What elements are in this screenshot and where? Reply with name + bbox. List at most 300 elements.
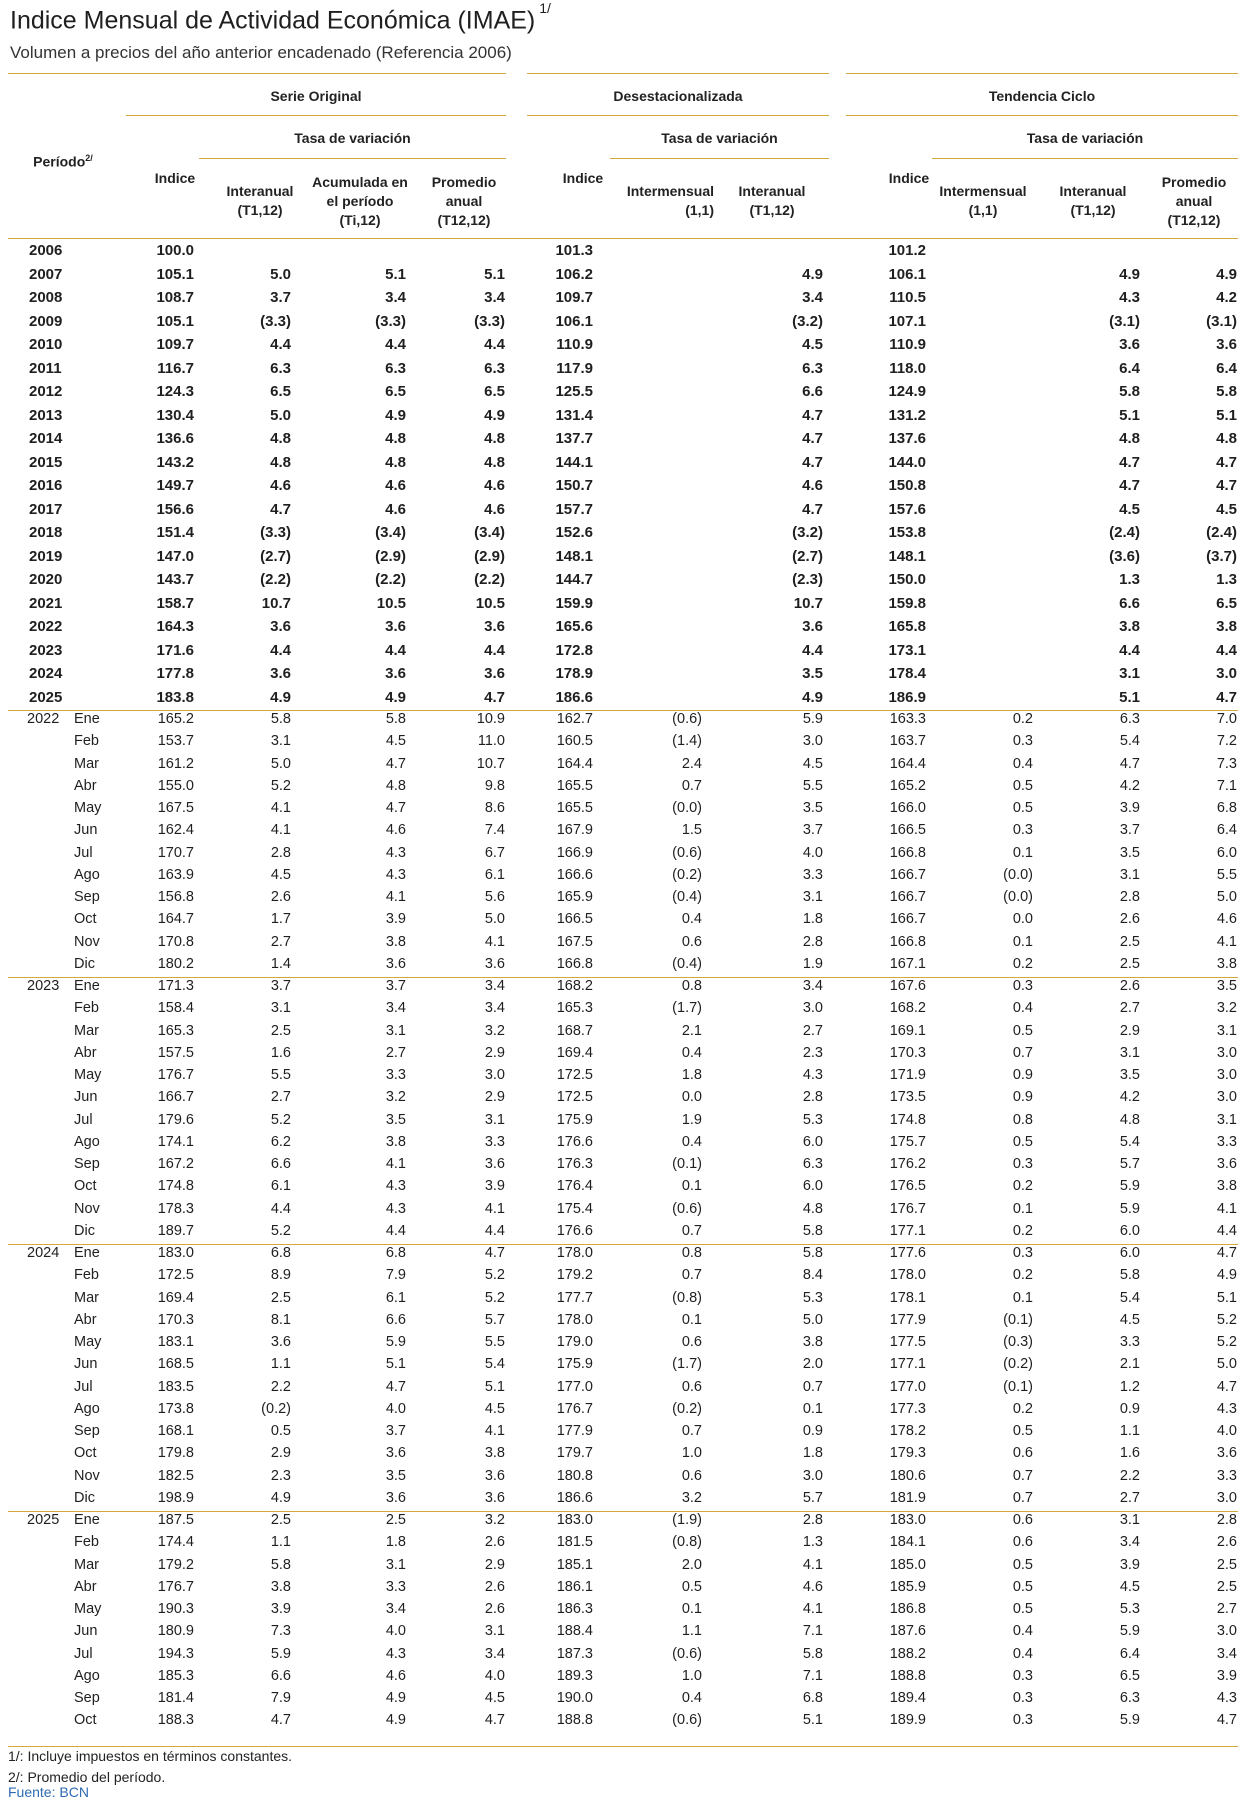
cell-serie-acumulada: 4.5 xyxy=(385,733,406,750)
cell-desest-intermensual: 0.4 xyxy=(681,1690,702,1706)
cell-tend-indice: 184.1 xyxy=(889,1534,926,1551)
cell-tend-interanual: 4.7 xyxy=(1119,755,1140,772)
cell-desest-indice: 178.0 xyxy=(556,1311,593,1328)
cell-tend-interanual: 5.8 xyxy=(1119,383,1140,400)
cell-tend-indice: 175.7 xyxy=(889,1133,926,1150)
cell-serie-acumulada: 5.8 xyxy=(385,711,406,727)
cell-serie-promedio: 3.2 xyxy=(484,1022,505,1039)
cell-desest-interanual: 4.6 xyxy=(802,1578,823,1595)
period-year: 2022 xyxy=(27,711,60,727)
cell-tend-interanual: 3.1 xyxy=(1119,1512,1140,1528)
tasa-header-desest: Tasa de variación xyxy=(661,130,778,146)
period-month: Mar xyxy=(74,1289,99,1306)
period-month: Mar xyxy=(74,755,99,772)
cell-serie-acumulada: 5.1 xyxy=(385,265,406,283)
cell-serie-indice: 174.8 xyxy=(157,1178,194,1195)
cell-tend-interanual: 4.3 xyxy=(1119,289,1140,306)
cell-desest-indice: 178.0 xyxy=(556,1245,593,1261)
cell-tend-promedio: 6.5 xyxy=(1216,594,1237,612)
monthly-row xyxy=(0,1711,1250,1733)
cell-serie-indice: 179.8 xyxy=(157,1445,194,1462)
cell-tend-intermensual: 0.5 xyxy=(1012,800,1033,816)
cell-tend-indice: 174.8 xyxy=(889,1111,926,1128)
cell-serie-acumulada: 4.8 xyxy=(385,430,406,447)
footnote-1: 1/: Incluye impuestos en términos constantes. xyxy=(8,1748,293,1764)
cell-serie-interanual: 1.1 xyxy=(270,1356,291,1373)
cell-tend-indice: 179.3 xyxy=(889,1445,926,1462)
cell-serie-promedio: 4.1 xyxy=(484,933,505,950)
cell-desest-indice: 164.4 xyxy=(556,755,593,772)
cell-serie-promedio: 3.8 xyxy=(484,1445,505,1462)
cell-tend-interanual: 3.8 xyxy=(1119,618,1140,635)
cell-tend-promedio: 3.0 xyxy=(1216,1089,1237,1106)
cell-tend-interanual: 1.2 xyxy=(1119,1378,1140,1395)
cell-tend-interanual: 6.0 xyxy=(1119,1222,1140,1239)
period-month: Sep xyxy=(74,1423,100,1439)
header-rule-serie xyxy=(8,73,506,74)
cell-desest-interanual: 1.9 xyxy=(802,955,823,972)
cell-serie-acumulada: (2.2) xyxy=(375,571,406,588)
cell-tend-indice: 186.9 xyxy=(888,688,926,706)
cell-desest-indice: 144.7 xyxy=(555,571,593,588)
period-month: Sep xyxy=(74,1156,100,1172)
cell-tend-intermensual: 0.3 xyxy=(1012,1712,1033,1729)
cell-desest-indice: 137.7 xyxy=(555,430,593,447)
cell-desest-interanual: 0.9 xyxy=(802,1423,823,1439)
cell-tend-indice: 153.8 xyxy=(888,524,926,541)
cell-tend-promedio: 3.0 xyxy=(1216,1489,1237,1506)
cell-desest-indice: 175.4 xyxy=(556,1200,593,1217)
cell-desest-indice: 167.5 xyxy=(556,933,593,950)
cell-desest-interanual: 2.8 xyxy=(802,1512,823,1528)
period-month: Abr xyxy=(74,1311,97,1328)
cell-desest-intermensual: 2.0 xyxy=(681,1556,702,1573)
cell-serie-acumulada: 1.8 xyxy=(385,1534,406,1551)
cell-tend-promedio: 2.5 xyxy=(1216,1578,1237,1595)
period-year: 2025 xyxy=(29,688,63,706)
cell-serie-promedio: 4.0 xyxy=(484,1667,505,1684)
cell-serie-acumulada: 4.7 xyxy=(385,755,406,772)
cell-serie-acumulada: 4.7 xyxy=(385,800,406,816)
cell-desest-intermensual: 0.7 xyxy=(681,777,702,794)
cell-tend-indice: 159.8 xyxy=(888,594,926,612)
cell-desest-intermensual: 0.4 xyxy=(681,1133,702,1150)
cell-desest-intermensual: 0.6 xyxy=(681,1334,702,1350)
cell-desest-indice: 166.6 xyxy=(556,866,593,883)
cell-desest-interanual: 4.4 xyxy=(802,641,823,659)
monthly-row xyxy=(0,1088,1250,1110)
cell-serie-promedio: 4.6 xyxy=(484,477,505,494)
cell-tend-interanual: 4.4 xyxy=(1119,641,1140,659)
cell-serie-acumulada: 6.6 xyxy=(385,1311,406,1328)
monthly-row xyxy=(0,866,1250,888)
cell-desest-indice: 169.4 xyxy=(556,1044,593,1061)
cell-desest-interanual: 5.0 xyxy=(802,1311,823,1328)
cell-tend-promedio: 5.0 xyxy=(1216,1356,1237,1373)
period-year: 2017 xyxy=(29,500,63,518)
cell-tend-intermensual: 0.3 xyxy=(1012,978,1033,994)
monthly-row xyxy=(0,1244,1250,1266)
cell-tend-interanual: 2.6 xyxy=(1119,911,1140,928)
cell-desest-interanual: 7.1 xyxy=(802,1667,823,1684)
cell-serie-acumulada: 2.5 xyxy=(385,1512,406,1528)
cell-tend-interanual: 5.9 xyxy=(1119,1200,1140,1217)
cell-tend-interanual: 2.8 xyxy=(1119,889,1140,905)
monthly-row xyxy=(0,755,1250,777)
cell-serie-interanual: 2.5 xyxy=(270,1512,291,1528)
cell-serie-promedio: 6.7 xyxy=(484,844,505,861)
cell-serie-interanual: 1.6 xyxy=(270,1044,291,1061)
cell-tend-promedio: 3.8 xyxy=(1216,955,1237,972)
cell-tend-promedio: 3.3 xyxy=(1216,1467,1237,1484)
cell-serie-indice: 108.7 xyxy=(156,289,194,306)
cell-serie-acumulada: 3.4 xyxy=(385,1601,406,1617)
cell-tend-interanual: 6.5 xyxy=(1119,1667,1140,1684)
cell-tend-indice: 164.4 xyxy=(889,755,926,772)
cell-desest-indice: 176.7 xyxy=(556,1400,593,1417)
cell-tend-indice: 185.0 xyxy=(889,1556,926,1573)
period-year: 2024 xyxy=(27,1245,60,1261)
period-year: 2015 xyxy=(29,453,63,471)
period-year: 2025 xyxy=(27,1512,60,1528)
cell-serie-promedio: 10.5 xyxy=(475,594,505,612)
cell-desest-intermensual: 0.8 xyxy=(681,1245,702,1261)
cell-tend-promedio: (2.4) xyxy=(1206,524,1237,541)
cell-tend-interanual: 5.9 xyxy=(1119,1178,1140,1195)
cell-serie-interanual: 2.9 xyxy=(270,1445,291,1462)
monthly-row xyxy=(0,1578,1250,1600)
cell-serie-acumulada: 3.1 xyxy=(385,1556,406,1573)
cell-serie-acumulada: 3.6 xyxy=(385,1445,406,1462)
cell-tend-indice: 173.5 xyxy=(889,1089,926,1106)
cell-serie-interanual: 4.8 xyxy=(270,430,291,447)
cell-tend-intermensual: (0.0) xyxy=(1003,889,1033,905)
monthly-row xyxy=(0,1044,1250,1066)
cell-serie-interanual: 3.1 xyxy=(270,1000,291,1017)
cell-desest-intermensual: 1.8 xyxy=(681,1067,702,1083)
cell-desest-indice: 106.2 xyxy=(555,265,593,283)
annual-row xyxy=(0,475,1250,499)
cell-serie-indice: 179.2 xyxy=(157,1556,194,1573)
cell-desest-interanual: 8.4 xyxy=(802,1267,823,1284)
cell-tend-intermensual: 0.6 xyxy=(1012,1512,1033,1528)
cell-desest-interanual: 2.7 xyxy=(802,1022,823,1039)
cell-tend-promedio: 7.2 xyxy=(1216,733,1237,750)
cell-serie-interanual: 4.8 xyxy=(270,453,291,471)
cell-serie-indice: 151.4 xyxy=(156,524,194,541)
interanual-header-serie: Interanual (T1,12) xyxy=(226,183,294,218)
cell-tend-promedio: 4.7 xyxy=(1216,1378,1237,1395)
cell-desest-indice: 189.3 xyxy=(556,1667,593,1684)
period-month: Jun xyxy=(74,1623,98,1640)
cell-tend-promedio: 5.2 xyxy=(1216,1311,1237,1328)
cell-desest-intermensual: (0.1) xyxy=(672,1156,702,1172)
cell-tend-promedio: 5.0 xyxy=(1216,889,1237,905)
cell-tend-interanual: 4.5 xyxy=(1119,500,1140,518)
cell-desest-indice: 177.0 xyxy=(556,1378,593,1395)
cell-tend-indice: 188.8 xyxy=(889,1667,926,1684)
cell-desest-indice: 179.0 xyxy=(556,1334,593,1350)
cell-serie-acumulada: 4.9 xyxy=(385,406,406,424)
group-rule-serie xyxy=(126,115,506,116)
cell-serie-acumulada: 4.4 xyxy=(385,1222,406,1239)
header-rule-tendencia xyxy=(846,73,1238,74)
period-month: Ago xyxy=(74,1133,100,1150)
cell-serie-indice: 105.1 xyxy=(156,312,194,330)
period-year: 2019 xyxy=(29,547,63,565)
cell-desest-interanual: 6.0 xyxy=(802,1178,823,1195)
cell-tend-interanual: 6.0 xyxy=(1119,1245,1140,1261)
cell-serie-promedio: 3.1 xyxy=(484,1623,505,1640)
cell-serie-acumulada: 3.6 xyxy=(385,665,406,682)
cell-desest-interanual: 2.0 xyxy=(802,1356,823,1373)
cell-tend-indice: 177.1 xyxy=(889,1222,926,1239)
cell-tend-interanual: 3.9 xyxy=(1119,800,1140,816)
cell-tend-indice: 180.6 xyxy=(889,1467,926,1484)
cell-serie-indice: 174.1 xyxy=(157,1133,194,1150)
cell-serie-interanual: 5.0 xyxy=(270,755,291,772)
cell-tend-interanual: 3.4 xyxy=(1119,1534,1140,1551)
tasa-rule-serie xyxy=(199,158,506,159)
cell-serie-promedio: (2.2) xyxy=(474,571,505,588)
period-month: Ene xyxy=(74,711,100,727)
cell-serie-indice: 176.7 xyxy=(157,1067,194,1083)
cell-desest-intermensual: 0.7 xyxy=(681,1222,702,1239)
cell-serie-acumulada: 4.9 xyxy=(385,1712,406,1729)
cell-desest-interanual: 0.7 xyxy=(802,1378,823,1395)
cell-serie-indice: 109.7 xyxy=(156,336,194,353)
cell-serie-acumulada: 4.8 xyxy=(385,453,406,471)
period-month: Nov xyxy=(74,1200,100,1217)
cell-tend-indice: 166.8 xyxy=(889,844,926,861)
cell-desest-intermensual: 0.1 xyxy=(681,1178,702,1195)
cell-desest-indice: 168.7 xyxy=(556,1022,593,1039)
cell-desest-indice: 165.5 xyxy=(556,800,593,816)
cell-desest-interanual: 4.6 xyxy=(802,477,823,494)
cell-desest-intermensual: (0.6) xyxy=(672,1200,702,1217)
cell-tend-interanual: 5.4 xyxy=(1119,733,1140,750)
cell-desest-indice: 165.9 xyxy=(556,889,593,905)
cell-tend-intermensual: (0.2) xyxy=(1003,1356,1033,1373)
cell-serie-acumulada: (3.4) xyxy=(375,524,406,541)
period-month: Sep xyxy=(74,889,100,905)
tasa-rule-tendencia xyxy=(932,158,1238,159)
cell-tend-interanual: 4.5 xyxy=(1119,1578,1140,1595)
period-month: Dic xyxy=(74,1489,95,1506)
cell-desest-interanual: 4.1 xyxy=(802,1601,823,1617)
cell-desest-indice: 179.2 xyxy=(556,1267,593,1284)
cell-tend-intermensual: 0.8 xyxy=(1012,1111,1033,1128)
monthly-row xyxy=(0,1422,1250,1444)
cell-tend-promedio: 4.8 xyxy=(1216,430,1237,447)
cell-serie-acumulada: 3.3 xyxy=(385,1067,406,1083)
cell-serie-promedio: 5.7 xyxy=(484,1311,505,1328)
cell-tend-indice: 177.1 xyxy=(889,1356,926,1373)
monthly-row xyxy=(0,732,1250,754)
cell-serie-interanual: 4.6 xyxy=(270,477,291,494)
cell-tend-intermensual: 0.1 xyxy=(1012,1200,1033,1217)
cell-tend-intermensual: 0.2 xyxy=(1012,711,1033,727)
cell-desest-intermensual: (1.7) xyxy=(672,1000,702,1017)
cell-serie-acumulada: 6.3 xyxy=(385,359,406,377)
cell-serie-acumulada: 7.9 xyxy=(385,1267,406,1284)
page-title: Indice Mensual de Actividad Económica (IMAE) $^{1/}$ xyxy=(10,0,551,35)
cell-tend-interanual: 5.3 xyxy=(1119,1601,1140,1617)
cell-desest-intermensual: 0.6 xyxy=(681,1467,702,1484)
cell-tend-promedio: 3.1 xyxy=(1216,1022,1237,1039)
cell-tend-indice: 188.2 xyxy=(889,1645,926,1662)
cell-serie-interanual: 6.1 xyxy=(270,1178,291,1195)
cell-serie-promedio: 3.4 xyxy=(484,289,505,306)
period-month: Nov xyxy=(74,933,100,950)
cell-serie-interanual: (3.3) xyxy=(260,524,291,541)
period-month: Jun xyxy=(74,822,98,839)
cell-serie-indice: 165.3 xyxy=(157,1022,194,1039)
cell-serie-interanual: 5.2 xyxy=(270,777,291,794)
cell-desest-interanual: 4.7 xyxy=(802,430,823,447)
cell-serie-interanual: 4.4 xyxy=(270,336,291,353)
cell-serie-promedio: 3.2 xyxy=(484,1512,505,1528)
cell-serie-indice: 171.6 xyxy=(156,641,194,659)
cell-tend-indice: 187.6 xyxy=(889,1623,926,1640)
cell-tend-promedio: 4.9 xyxy=(1216,1267,1237,1284)
period-month: Oct xyxy=(74,1445,97,1462)
cell-desest-interanual: 5.9 xyxy=(802,711,823,727)
cell-tend-intermensual: 0.5 xyxy=(1012,1423,1033,1439)
cell-tend-interanual: 5.9 xyxy=(1119,1712,1140,1729)
cell-tend-intermensual: (0.1) xyxy=(1003,1311,1033,1328)
cell-tend-interanual: 6.4 xyxy=(1119,359,1140,377)
cell-tend-promedio: 7.1 xyxy=(1216,777,1237,794)
cell-serie-interanual: 2.7 xyxy=(270,933,291,950)
cell-desest-intermensual: (0.2) xyxy=(672,1400,702,1417)
cell-serie-indice: 171.3 xyxy=(157,978,194,994)
period-year: 2014 xyxy=(29,430,63,447)
monthly-row xyxy=(0,955,1250,977)
period-month: Jul xyxy=(74,1378,93,1395)
cell-desest-interanual: 5.1 xyxy=(802,1712,823,1729)
cell-tend-indice: 168.2 xyxy=(889,1000,926,1017)
period-month: Dic xyxy=(74,955,95,972)
cell-desest-interanual: 3.5 xyxy=(802,665,823,682)
cell-desest-indice: 166.8 xyxy=(556,955,593,972)
group-header-serie-original: Serie Original xyxy=(270,88,362,104)
cell-tend-intermensual: 0.3 xyxy=(1012,1667,1033,1684)
cell-tend-intermensual: 0.5 xyxy=(1012,1133,1033,1150)
cell-tend-indice: 178.2 xyxy=(889,1423,926,1439)
period-year: 2011 xyxy=(29,359,62,377)
cell-serie-promedio: 3.6 xyxy=(484,665,505,682)
period-month: Jul xyxy=(74,844,93,861)
monthly-row xyxy=(0,821,1250,843)
cell-tend-promedio: 2.7 xyxy=(1216,1601,1237,1617)
annual-row xyxy=(0,405,1250,429)
cell-serie-indice: 181.4 xyxy=(157,1690,194,1706)
annual-row xyxy=(0,616,1250,640)
cell-desest-intermensual: 0.7 xyxy=(681,1267,702,1284)
cell-serie-promedio: 3.3 xyxy=(484,1133,505,1150)
cell-desest-indice: 176.4 xyxy=(556,1178,593,1195)
cell-serie-promedio: 2.9 xyxy=(484,1556,505,1573)
cell-serie-promedio: 4.1 xyxy=(484,1200,505,1217)
cell-desest-interanual: 2.8 xyxy=(802,1089,823,1106)
cell-desest-indice: 186.6 xyxy=(555,688,593,706)
cell-serie-promedio: 3.6 xyxy=(484,955,505,972)
cell-serie-promedio: 3.6 xyxy=(484,1489,505,1506)
cell-desest-interanual: 5.8 xyxy=(802,1245,823,1261)
header-bottom-rule xyxy=(8,238,1238,239)
cell-desest-intermensual: (0.4) xyxy=(672,889,702,905)
cell-desest-indice: 167.9 xyxy=(556,822,593,839)
cell-desest-intermensual: 0.1 xyxy=(681,1601,702,1617)
cell-serie-interanual: (0.2) xyxy=(261,1400,291,1417)
cell-serie-indice: 182.5 xyxy=(157,1467,194,1484)
cell-serie-promedio: 3.4 xyxy=(484,978,505,994)
annual-row xyxy=(0,358,1250,382)
cell-tend-interanual: 4.8 xyxy=(1119,430,1140,447)
cell-serie-indice: 185.3 xyxy=(157,1667,194,1684)
period-month: Sep xyxy=(74,1690,100,1706)
cell-serie-indice: 155.0 xyxy=(157,777,194,794)
cell-serie-indice: 170.8 xyxy=(157,933,194,950)
footnote-2: 2/: Promedio del período. xyxy=(8,1769,166,1785)
cell-tend-promedio: 6.0 xyxy=(1216,844,1237,861)
cell-serie-acumulada: 6.5 xyxy=(385,383,406,400)
cell-serie-interanual: 4.7 xyxy=(270,500,291,518)
cell-tend-promedio: 4.0 xyxy=(1216,1423,1237,1439)
cell-desest-indice: 162.7 xyxy=(556,711,593,727)
annual-row xyxy=(0,663,1250,687)
cell-serie-promedio: 2.6 xyxy=(484,1534,505,1551)
cell-tend-interanual: 2.7 xyxy=(1119,1489,1140,1506)
cell-serie-acumulada: 4.0 xyxy=(385,1400,406,1417)
cell-desest-intermensual: (0.8) xyxy=(672,1289,702,1306)
period-month: Ago xyxy=(74,1400,100,1417)
cell-serie-interanual: 3.6 xyxy=(270,665,291,682)
cell-serie-interanual: 6.5 xyxy=(270,383,291,400)
cell-serie-promedio: 2.9 xyxy=(484,1044,505,1061)
cell-desest-interanual: 0.1 xyxy=(802,1400,823,1417)
cell-tend-interanual: 4.7 xyxy=(1119,477,1140,494)
annual-row xyxy=(0,287,1250,311)
cell-desest-intermensual: (1.9) xyxy=(672,1512,702,1528)
cell-tend-indice: 176.7 xyxy=(889,1200,926,1217)
group-rule-desest xyxy=(527,115,829,116)
cell-tend-interanual: 5.1 xyxy=(1119,406,1140,424)
cell-tend-intermensual: 0.2 xyxy=(1012,1178,1033,1195)
cell-serie-indice: 188.3 xyxy=(157,1712,194,1729)
cell-desest-intermensual: (0.6) xyxy=(672,1645,702,1662)
cell-desest-indice: 144.1 xyxy=(555,453,593,471)
monthly-row xyxy=(0,1444,1250,1466)
cell-desest-interanual: 5.3 xyxy=(802,1289,823,1306)
cell-serie-interanual: 2.8 xyxy=(270,844,291,861)
cell-tend-indice: 167.1 xyxy=(889,955,926,972)
cell-desest-intermensual: 0.1 xyxy=(681,1311,702,1328)
cell-desest-indice: 176.6 xyxy=(556,1222,593,1239)
cell-tend-intermensual: 0.4 xyxy=(1012,755,1033,772)
cell-serie-interanual: 5.8 xyxy=(270,711,291,727)
cell-desest-indice: 186.3 xyxy=(556,1601,593,1617)
cell-serie-interanual: 3.7 xyxy=(270,978,291,994)
cell-tend-promedio: (3.7) xyxy=(1206,547,1237,565)
cell-serie-interanual: (2.7) xyxy=(260,547,291,565)
cell-tend-promedio: 4.3 xyxy=(1216,1400,1237,1417)
cell-tend-indice: 170.3 xyxy=(889,1044,926,1061)
cell-tend-intermensual: 0.3 xyxy=(1012,822,1033,839)
cell-tend-interanual: 6.3 xyxy=(1119,1690,1140,1706)
cell-serie-acumulada: 6.1 xyxy=(385,1289,406,1306)
